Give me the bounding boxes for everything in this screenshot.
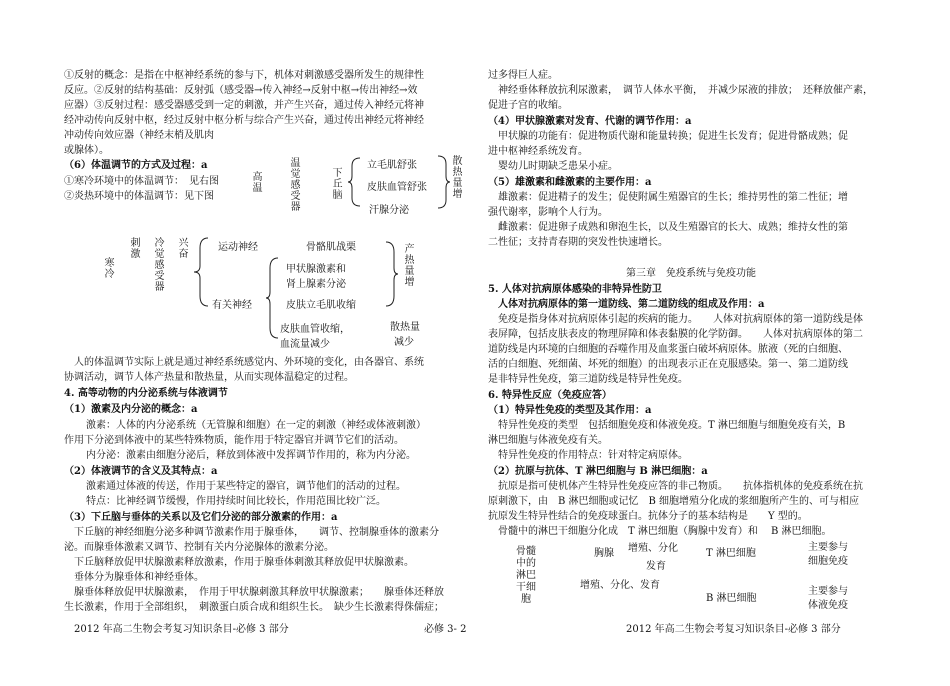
diag-bfunc-b: 体液免疫 <box>808 600 848 611</box>
q1-heading: （1）激素及内分泌的概念：a <box>64 404 198 415</box>
reflex-line-6: 或腺体）。 <box>64 145 109 156</box>
s5-line-2: 表屏障，包括皮肤表皮的物理屏障和体表黏膜的化学防御。 人体对抗病原体的第二 <box>488 329 863 340</box>
hot-out-3: 汗腺分泌 <box>369 205 409 216</box>
q6-heading: （6）体温调节的方式及过程：a <box>64 160 208 171</box>
q3-heading: （3）下丘脑与垂体的关系以及它们分泌的部分激素的作用：a <box>64 512 338 523</box>
hot-center: 下丘脑 <box>332 168 343 201</box>
reflex-line-5: 冲动传向效应器（神经末梢及肌肉 <box>64 130 214 141</box>
cold-receptor: 冷觉感受器 <box>154 238 165 293</box>
q5-line-2: 强代谢率，影响个人行为。 <box>488 207 608 218</box>
hot-out-2: 皮肤血管舒张 <box>367 182 427 193</box>
chapter-title: 第三章 免疫系统与免疫功能 <box>626 268 756 279</box>
thermo-summary-1: 人的体温调节实际上就是通过神经系统感觉内、外环境的变化，由各器官、系统 <box>74 357 424 368</box>
cold-stimulus: 寒冷 <box>104 258 115 280</box>
thermo-summary-2: 协调活动，调节人体产热量和散热量，从而实现体温稳定的过程。 <box>64 372 354 383</box>
cold-resp-hormone-a: 甲状腺激素和 <box>286 264 346 275</box>
cold-heat-result: 产热量增 <box>404 244 415 288</box>
hot-result: 散热量增 <box>452 156 463 200</box>
q5-line-3: 雌激素：促进卵子成熟和卵泡生长，以及生殖器官的长大、成熟；维持女性的第 <box>498 222 848 233</box>
q1-line-1: 激素：人体的内分泌系统（无管腺和细胞）在一定的刺激（神经或体液刺激） <box>86 420 426 431</box>
cold-resp-vessel-a: 皮肤血管收缩， <box>280 324 350 335</box>
s6-q2-line-4: 骨髓中的淋巴干细胞分化成 T 淋巴细胞（胸腺中发育）和 B 淋巴细胞。 <box>498 526 832 537</box>
hot-right-brace <box>438 154 452 210</box>
q3-line-4: 垂体分为腺垂体和神经垂体。 <box>74 572 204 583</box>
cold-resp-vessel-b: 血流量减少 <box>280 339 330 350</box>
hot-receptor: 温觉感受器 <box>290 158 301 213</box>
s5-line-3: 道防线是内环境的白细胞的吞噬作用及血浆蛋白破坏病原体。脓液（死的白细胞、 <box>488 344 848 355</box>
q4-heading: （4）甲状腺激素对发育、代谢的调节作用：a <box>488 116 692 127</box>
right-footer: 2012 年高二生物会考复习知识条目-必修 3 部分 <box>626 624 841 635</box>
cold-act: 刺激 <box>130 238 141 260</box>
section-5-question: 人体对抗病原体的第一道防线、第二道防线的组成及作用：a <box>498 299 765 310</box>
reflex-line-4: 经冲动传向反射中枢，经过反射中枢分析与综合产生兴奋，通过传出神经元将神经 <box>64 115 424 126</box>
r-top-1: 过多得巨人症。 <box>488 70 558 81</box>
s6-q2-line-1: 抗原是指可使机体产生特异性免疫应答的非己物质。 抗体指机体的免疫系统在抗 <box>498 481 863 492</box>
q4-line-1: 甲状腺的功能有：促进物质代谢和能量转换；促进生长发育；促进骨骼成熟；促 <box>498 131 848 142</box>
s6-q2-line-2: 原刺激下，由 B 淋巴细胞或记忆 B 细胞增殖分化成的浆细胞所产生的、可与相应 <box>488 496 860 507</box>
hot-left-brace <box>348 156 362 208</box>
q3-line-3: 下丘脑释放促甲状腺激素释放激素，作用于腺垂体刺激其释放促甲状腺激素。 <box>74 557 414 568</box>
cold-resp-hair: 皮肤立毛肌收缩 <box>286 300 356 311</box>
s5-line-4: 活的白细胞、死细菌、坏死的细胞）的出现表示正在克服感染。第一、第二道防线 <box>488 359 848 370</box>
q4-line-3: 婴幼儿时期缺乏患呆小症。 <box>498 161 618 172</box>
cold-excite: 兴奋 <box>178 238 189 260</box>
diag-prolif-1b: 发育 <box>646 561 666 572</box>
diag-tfunc-a: 主要参与 <box>808 542 848 553</box>
q1-line-3: 内分泌：激素由细胞分泌后，释放到体液中发挥调节作用的，称为内分泌。 <box>86 450 416 461</box>
cold-mid-brace <box>266 256 280 340</box>
reflex-line-3: 应器）③反射过程：感受器感受到一定的刺激，并产生兴奋，通过传入神经元将神 <box>64 100 424 111</box>
q6-hot-line: ②炎热环境中的体温调节：见下图 <box>64 191 214 202</box>
r-top-2: 神经垂体释放抗利尿激素， 调节人体水平衡， 并减少尿液的排放； 还释放催产素， <box>498 85 873 96</box>
q5-line-1: 雄激素：促进精子的发生；促使附属生殖器官的生长；维持男性的第二性征；增 <box>498 192 848 203</box>
reflex-line-1: ①反射的概念：是指在中枢神经系统的参与下，机体对刺激感受器所发生的规律性 <box>64 70 424 81</box>
r-top-3: 促进子宫的收缩。 <box>488 100 568 111</box>
hot-stimulus: 高温 <box>252 172 263 194</box>
diag-prolif-2: 增殖、分化、发育 <box>580 580 660 591</box>
cold-resp-shiver: 骨骼肌战栗 <box>306 242 356 253</box>
reflex-line-2: 反应。②反射的结构基础：反射弧（感受器→传入神经→反射中枢→传出神经→效 <box>64 85 418 96</box>
diag-prolif-1a: 增殖、分化 <box>628 543 678 554</box>
q3-line-5: 腺垂体释放促甲状腺激素， 作用于甲状腺刺激其释放甲状腺激素； 腺垂体还释放 <box>74 587 444 598</box>
cold-right-brace <box>386 240 400 308</box>
diag-bfunc-a: 主要参与 <box>808 586 848 597</box>
cold-related-nerve: 有关神经 <box>212 300 252 311</box>
q6-cold-line: ①寒冷环境中的体温调节： 见右图 <box>64 176 219 187</box>
s6-q1-line-3: 特异性免疫的作用特点：针对特定病原体。 <box>498 450 688 461</box>
section-6-heading: 6. 特异性反应（免疫应答） <box>488 390 612 401</box>
cold-motor-nerve: 运动神经 <box>218 242 258 253</box>
s6-q2-line-3: 抗原发生特异性结合的免疫球蛋白。抗体分子的基本结构是 Y 型的。 <box>488 511 808 522</box>
section-5-heading: 5. 人体对抗病原体感染的非特异性防卫 <box>488 284 662 295</box>
cold-loss-a: 散热量 <box>390 322 420 333</box>
q5-line-4: 二性征；支持青春期的突发性快速增长。 <box>488 237 668 248</box>
q4-line-2: 进中枢神经系统发育。 <box>488 146 588 157</box>
s5-line-5: 是非特异性免疫，第三道防线是特异性免疫。 <box>488 374 688 385</box>
diag-thymus: 胸腺 <box>594 548 614 559</box>
s6-q1-heading: （1）特异性免疫的类型及其作用：a <box>488 405 652 416</box>
diag-bcell: B 淋巴细胞 <box>706 593 757 604</box>
q3-line-2: 泌。而腺垂体激素又调节、控制有关内分泌腺体的激素分泌。 <box>64 542 334 553</box>
q2-heading: （2）体液调节的含义及其特点：a <box>64 466 218 477</box>
q3-line-6: 生长激素，作用于全部组织， 刺激蛋白质合成和组织生长。 缺少生长激素得侏儒症； <box>64 602 444 613</box>
left-page-number: 必修 3- 2 <box>424 624 467 635</box>
q5-heading: （5）雄激素和雌激素的主要作用：a <box>488 177 652 188</box>
left-footer: 2012 年高二生物会考复习知识条目-必修 3 部分 <box>74 624 289 635</box>
section-4-heading: 4. 高等动物的内分泌系统与体液调节 <box>64 388 228 399</box>
diag-origin: 骨髓中的淋巴干细胞 <box>516 546 536 605</box>
diag-tfunc-b: 细胞免疫 <box>808 556 848 567</box>
q2-line-1: 激素通过体液的传送，作用于某些特定的器官，调节他们的活动的过程。 <box>86 481 406 492</box>
s6-q1-line-2: 淋巴细胞与体液免疫有关。 <box>488 435 608 446</box>
q2-line-2: 特点：比神经调节缓慢，作用持续时间比较长，作用范围比较广泛。 <box>86 496 386 507</box>
s6-q1-line-1: 特异性免疫的类型 包括细胞免疫和体液免疫。T 淋巴细胞与细胞免疫有关，B <box>498 420 846 431</box>
diag-tcell: T 淋巴细胞 <box>706 548 756 559</box>
s5-line-1: 免疫是指身体对抗病原体引起的疾病的能力。 人体对抗病原体的第一道防线是体 <box>498 314 863 325</box>
q3-line-1: 下丘脑的神经细胞分泌多种调节激素作用于腺垂体， 调节、控制腺垂体的激素分 <box>74 527 439 538</box>
cold-resp-hormone-b: 肾上腺素分泌 <box>286 279 346 290</box>
hot-out-1: 立毛肌舒张 <box>367 160 417 171</box>
s6-q2-heading: （2）抗原与抗体、T 淋巴细胞与 B 淋巴细胞：a <box>488 466 708 477</box>
cold-loss-b: 减少 <box>394 337 414 348</box>
q1-line-2: 作用下分泌到体液中的某些特殊物质，能作用于特定器官并调节它们的活动。 <box>64 435 404 446</box>
cold-left-brace <box>194 236 210 308</box>
